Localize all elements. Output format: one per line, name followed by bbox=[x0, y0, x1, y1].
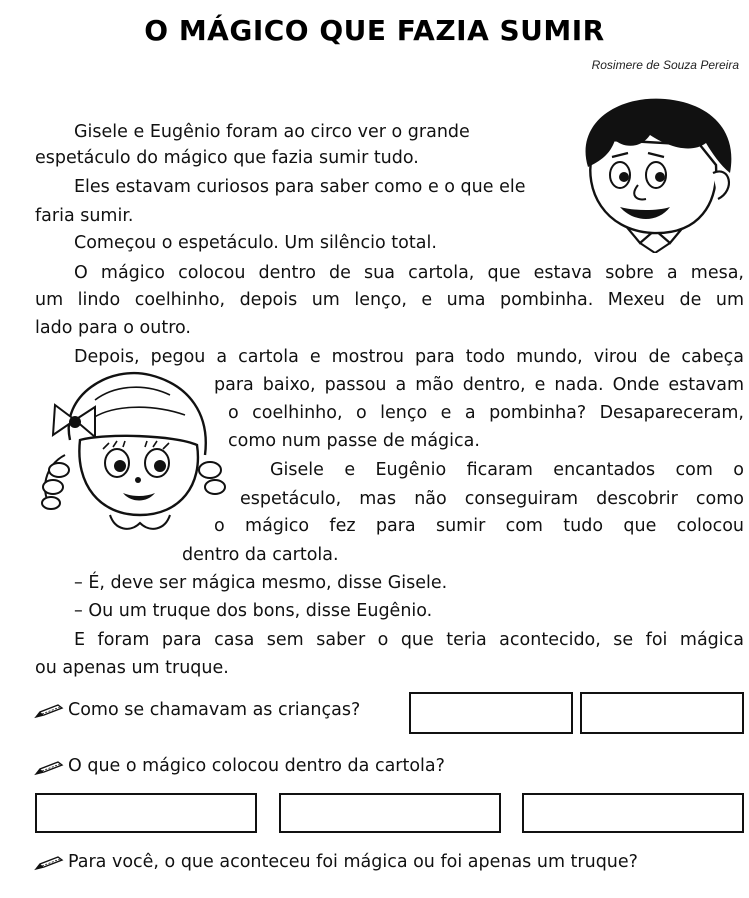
story-line-3: Eles estavam curiosos para saber como e o que ele bbox=[74, 177, 526, 197]
story-line-6: O mágico colocou dentro de sua cartola, que estava sobre a mesa, bbox=[74, 263, 744, 283]
question-2: O que o mágico colocou dentro da cartola? bbox=[68, 756, 445, 776]
story-line-1: Gisele e Eugênio foram ao circo ver o grande bbox=[74, 122, 470, 142]
question-1: Como se chamavam as crianças? bbox=[68, 700, 361, 720]
answer-box-item-1[interactable] bbox=[35, 793, 257, 833]
story-line-14: espetáculo, mas não conseguiram descobrir como bbox=[240, 489, 744, 509]
story-line-20: ou apenas um truque. bbox=[35, 658, 229, 678]
pencil-icon bbox=[34, 760, 64, 776]
answer-box-name-2[interactable] bbox=[580, 692, 744, 734]
answer-box-item-2[interactable] bbox=[279, 793, 501, 833]
story-line-4: faria sumir. bbox=[35, 206, 134, 226]
story-line-10: para baixo, passou a mão dentro, e nada. Onde estavam bbox=[214, 375, 744, 395]
answer-box-name-1[interactable] bbox=[409, 692, 573, 734]
story-line-19: E foram para casa sem saber o que teria acontecido, se foi mágica bbox=[74, 630, 744, 650]
story-line-15: o mágico fez para sumir com tudo que colocou bbox=[214, 516, 744, 536]
story-line-17: – É, deve ser mágica mesmo, disse Gisele. bbox=[74, 573, 448, 593]
girl-illustration bbox=[35, 365, 235, 537]
story-line-13: Gisele e Eugênio ficaram encantados com o bbox=[270, 460, 744, 480]
page-title: O MÁGICO QUE FAZIA SUMIR bbox=[144, 14, 605, 47]
author-name: Rosimere de Souza Pereira bbox=[591, 58, 739, 72]
story-line-7: um lindo coelhinho, depois um lenço, e uma pombinha. Mexeu de um bbox=[35, 290, 744, 310]
story-line-12: como num passe de mágica. bbox=[228, 431, 480, 451]
answer-box-item-3[interactable] bbox=[522, 793, 744, 833]
pencil-icon bbox=[34, 703, 64, 719]
boy-illustration bbox=[570, 95, 738, 253]
pencil-icon bbox=[34, 855, 64, 871]
question-3: Para você, o que aconteceu foi mágica ou foi apenas um truque? bbox=[68, 852, 638, 872]
story-line-9: Depois, pegou a cartola e mostrou para todo mundo, virou de cabeça bbox=[74, 347, 744, 367]
story-line-2: espetáculo do mágico que fazia sumir tudo. bbox=[35, 148, 419, 168]
story-line-16: dentro da cartola. bbox=[182, 545, 339, 565]
story-line-11: o coelhinho, o lenço e a pombinha? Desapareceram, bbox=[228, 403, 744, 423]
story-line-5: Começou o espetáculo. Um silêncio total. bbox=[74, 233, 437, 253]
story-line-18: – Ou um truque dos bons, disse Eugênio. bbox=[74, 601, 433, 621]
story-line-8: lado para o outro. bbox=[35, 318, 191, 338]
